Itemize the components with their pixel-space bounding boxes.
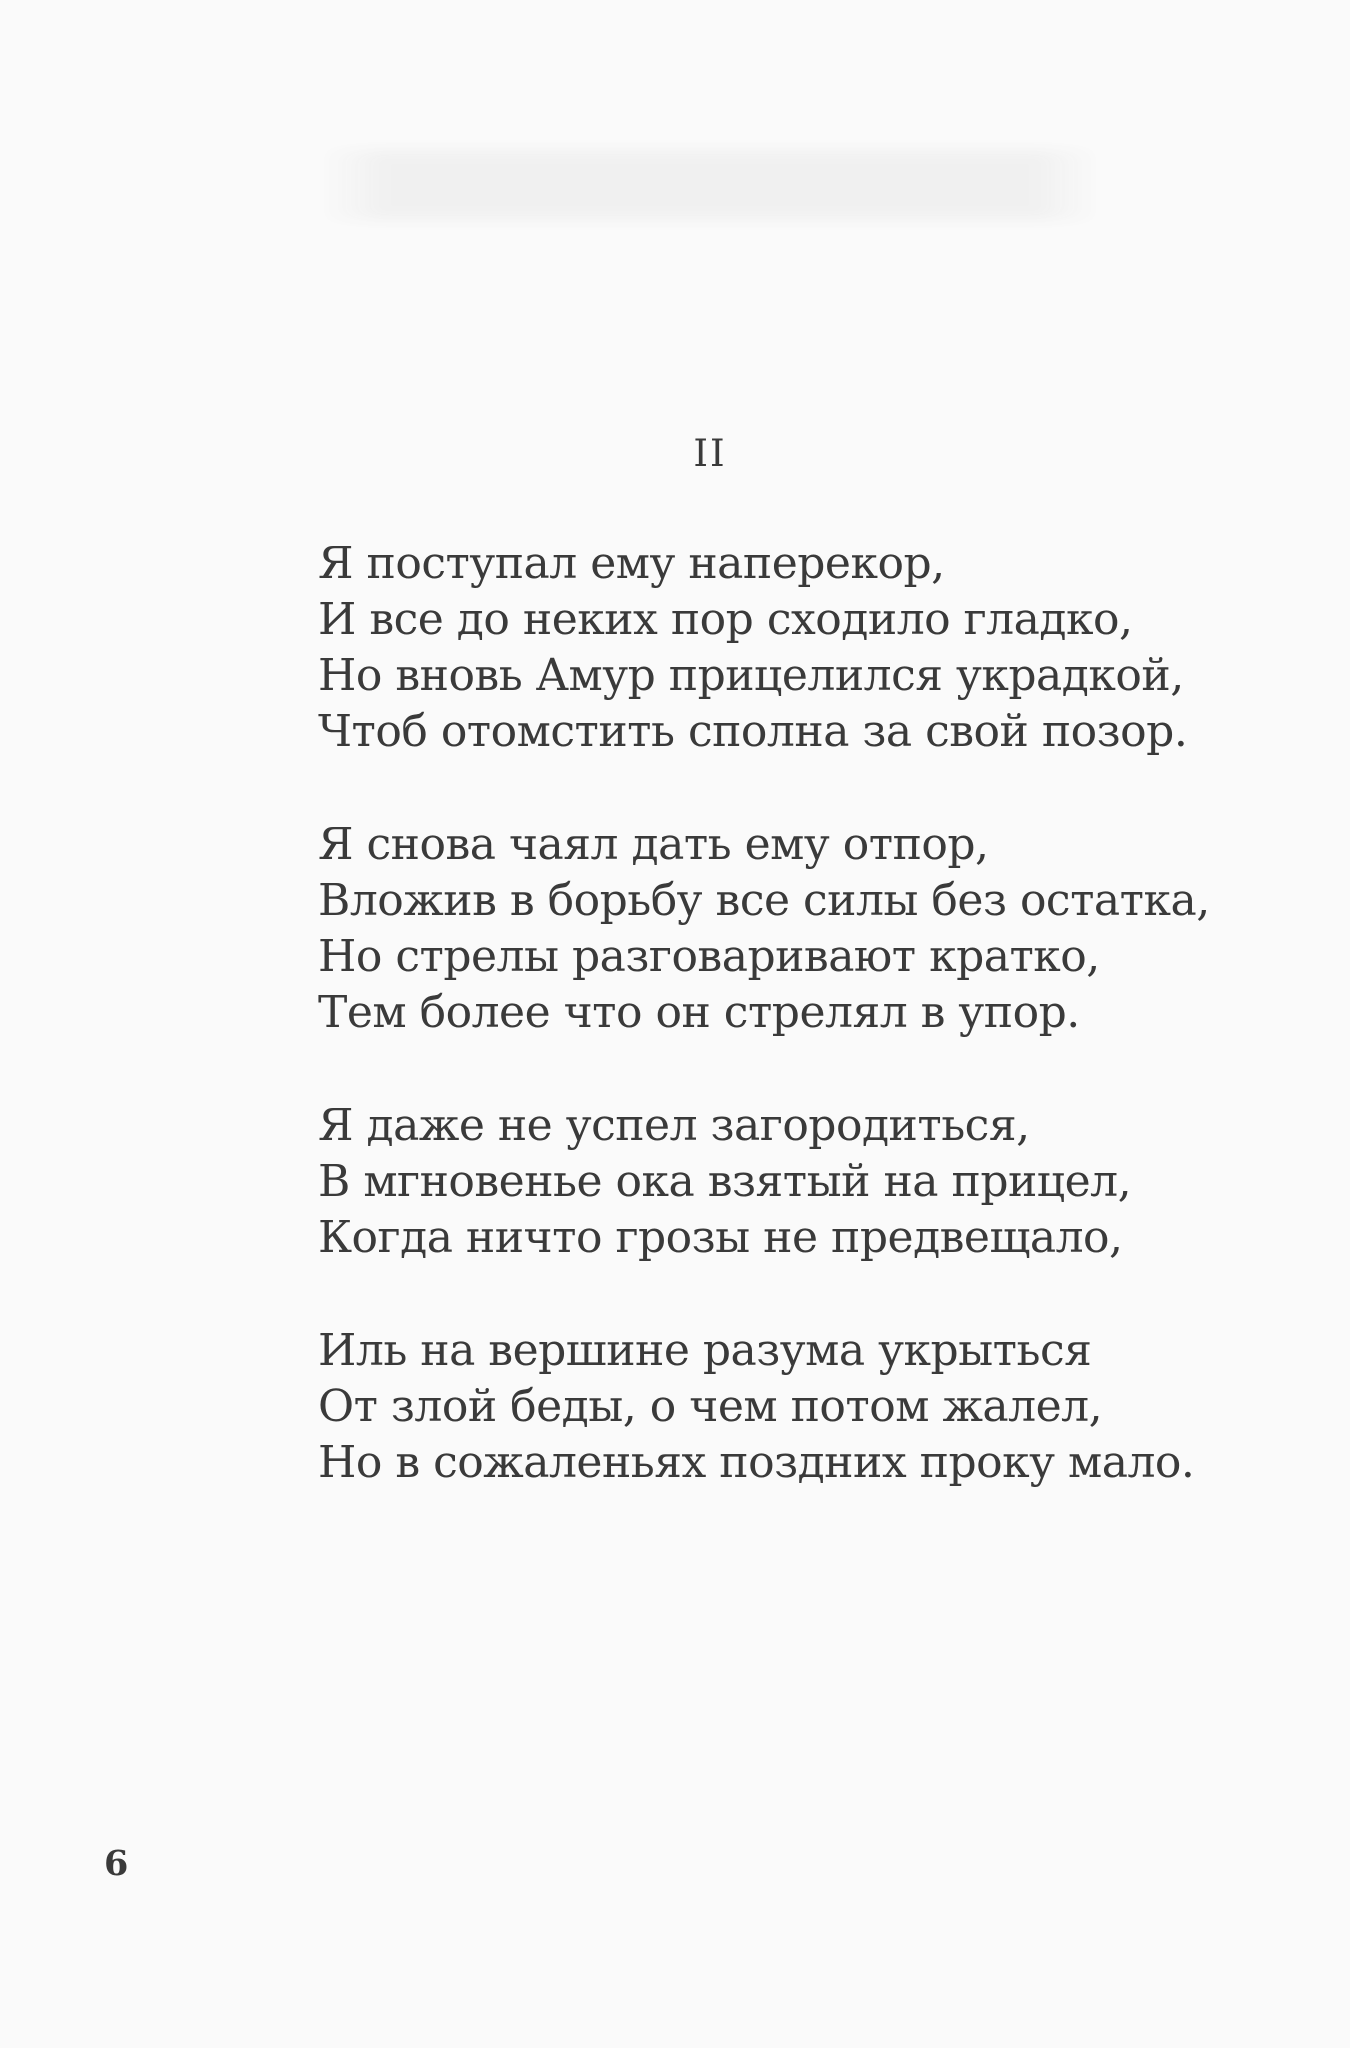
stanza-3: [318, 1098, 1278, 1266]
poem-line: И все до неких пор сходило гладко,: [318, 594, 1133, 645]
poem-line: Когда ничто грозы не предвещало,: [318, 1212, 1123, 1263]
poem-line: Но в сожаленьях поздних проку мало.: [318, 1437, 1195, 1488]
poem-line: От злой беды, о чем потом жалел,: [318, 1381, 1103, 1432]
poem-line: Но вновь Амур прицелился украдкой,: [318, 650, 1184, 701]
poem-line: Я поступал ему наперекор,: [318, 538, 945, 589]
poem-line: Я снова чаял дать ему отпор,: [318, 819, 989, 870]
stanza-1: [318, 536, 1278, 760]
poem-line: Тем более что он стрелял в упор.: [318, 987, 1080, 1038]
poem: [318, 536, 1278, 1548]
stanza-4: [318, 1323, 1278, 1491]
poem-line: Я даже не успел загородиться,: [318, 1100, 1030, 1151]
section-number: II: [693, 432, 727, 475]
poem-line: Чтоб отомстить сполна за свой позор.: [318, 706, 1188, 757]
page-number: 6: [104, 1843, 129, 1884]
poem-line: Вложив в борьбу все силы без остатка,: [318, 875, 1210, 926]
poem-line: Иль на вершине разума укрыться: [318, 1325, 1092, 1376]
poem-line: В мгновенье ока взятый на прицел,: [318, 1156, 1132, 1207]
poem-line: Но стрелы разговаривают кратко,: [318, 931, 1100, 982]
stanza-2: [318, 817, 1278, 1041]
bleed-through-shadow: [320, 150, 1100, 220]
